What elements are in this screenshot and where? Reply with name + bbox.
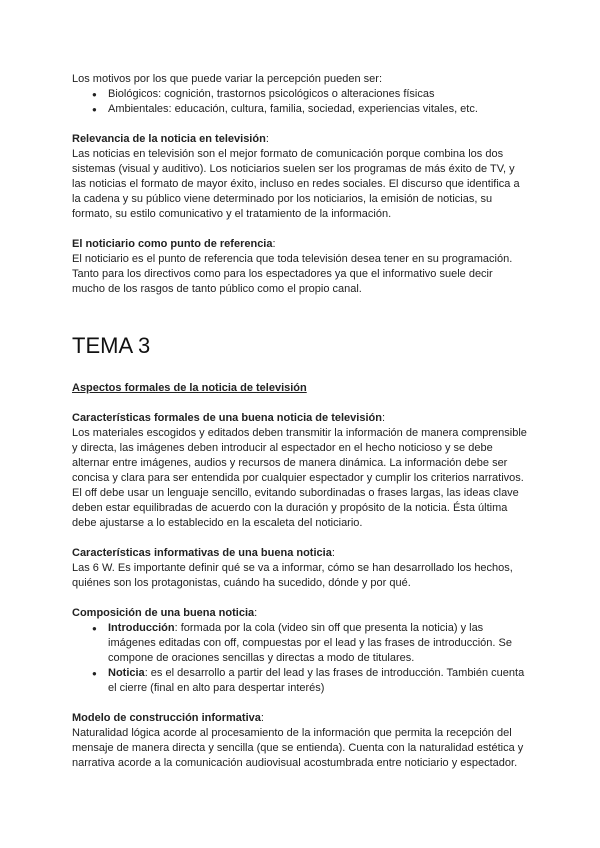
list-item-term: Introducción — [108, 622, 175, 634]
list-item: ● Ambientales: educación, cultura, familia, sociedad, experiencias vitales, etc. — [108, 102, 528, 117]
caracteristicas-informativas-body: Las 6 W. Es importante definir qué se va a informar, cómo se han desarrollado los hechos, quiénes son los protagonistas, cuándo ha sucedido, dónde y por qué. — [72, 562, 513, 589]
list-item — [108, 621, 528, 666]
modelo-heading: Modelo de construcción informativa — [72, 712, 261, 724]
caracteristicas-formales-heading-line: Características formales de una buena noticia de televisión: — [72, 412, 386, 424]
list-item — [108, 666, 528, 696]
tema-title: TEMA 3 — [72, 333, 151, 358]
aspectos-title: Aspectos formales de la noticia de televisión — [72, 382, 307, 394]
list-item-text: : es el desarrollo a partir del lead y las frases de introducción. También cuenta el cierre (final en alto para despertar interés) — [108, 667, 525, 694]
intro-list — [72, 87, 528, 117]
composicion-heading: Composición de una buena noticia — [72, 607, 255, 619]
list-item-text: : formada por la cola (video sin off que presenta la noticia) y las imágenes editadas con off, compuestas por el lead y las frases de introducción. Se compone de oraciones sencillas y directas a modo de titulares. — [108, 622, 512, 664]
relevancia-heading-line: Relevancia de la noticia en televisión: — [72, 133, 269, 145]
noticiario-body: El noticiario es el punto de referencia que toda televisión desea tener en su programación. Tanto para los directivos como para los espectadores ya que el informativo suele decir mucho de los rasgos de tanto público como el propio canal. — [72, 253, 513, 295]
relevancia-body: Las noticias en televisión son el mejor formato de comunicación porque combina los dos sistemas (visual y auditivo). Los noticiarios suelen ser los programas de más éxito de TV, y las noticias el formato de mayor éxito, incluso en redes sociales. El discurso que identifica a la cadena y su público viene determinado por los noticiarios, la emisión de noticias, su formato, su estilo comunicativo y el tratamiento de la información. — [72, 148, 520, 220]
caracteristicas-formales-body: Los materiales escogidos y editados deben transmitir la información de manera comprensible y directa, las imágenes deben introducir al espectador en el hecho noticioso y se debe alternar entre imágenes, audios y recursos de manera dinámica. La información debe ser concisa y clara para ser entendida por cualquier espectador y cumplir los criterios narrativos. El off debe usar un lenguaje sencillo, evitando subordinadas o frases largas, las ideas clave deben estar equilibradas de acuerdo con la duración y propósito de la noticia. Ésta última debe ajustarse a lo establecido en la escaleta del noticiario. — [72, 427, 527, 529]
list-item: ● Biológicos: cognición, trastornos psicológicos o alteraciones físicas — [108, 87, 528, 102]
composicion-list — [72, 621, 528, 696]
caracteristicas-formales-heading: Características formales de una buena noticia de televisión — [72, 412, 382, 424]
caracteristicas-informativas-heading-line: Características informativas de una buena noticia: — [72, 547, 335, 559]
list-item-term: Noticia — [108, 667, 145, 679]
intro-text: Los motivos por los que puede variar la percepción pueden ser: — [72, 73, 383, 85]
noticiario-heading: El noticiario como punto de referencia — [72, 238, 273, 250]
noticiario-heading-line: El noticiario como punto de referencia: — [72, 238, 276, 250]
aspectos-title-line — [72, 381, 528, 396]
modelo-body: Naturalidad lógica acorde al procesamiento de la información que permita la recepción del mensaje de manera directa y sencilla (que se entienda). Cuenta con la naturalidad estética y narrativa acorde a la comunicación audiovisual acostumbrada entre noticiario y espectador. — [72, 727, 524, 769]
relevancia-heading: Relevancia de la noticia en televisión — [72, 133, 266, 145]
caracteristicas-informativas-heading: Características informativas de una buena noticia — [72, 547, 332, 559]
modelo-heading-line: Modelo de construcción informativa: — [72, 712, 264, 724]
composicion-heading-line: Composición de una buena noticia: — [72, 607, 258, 619]
